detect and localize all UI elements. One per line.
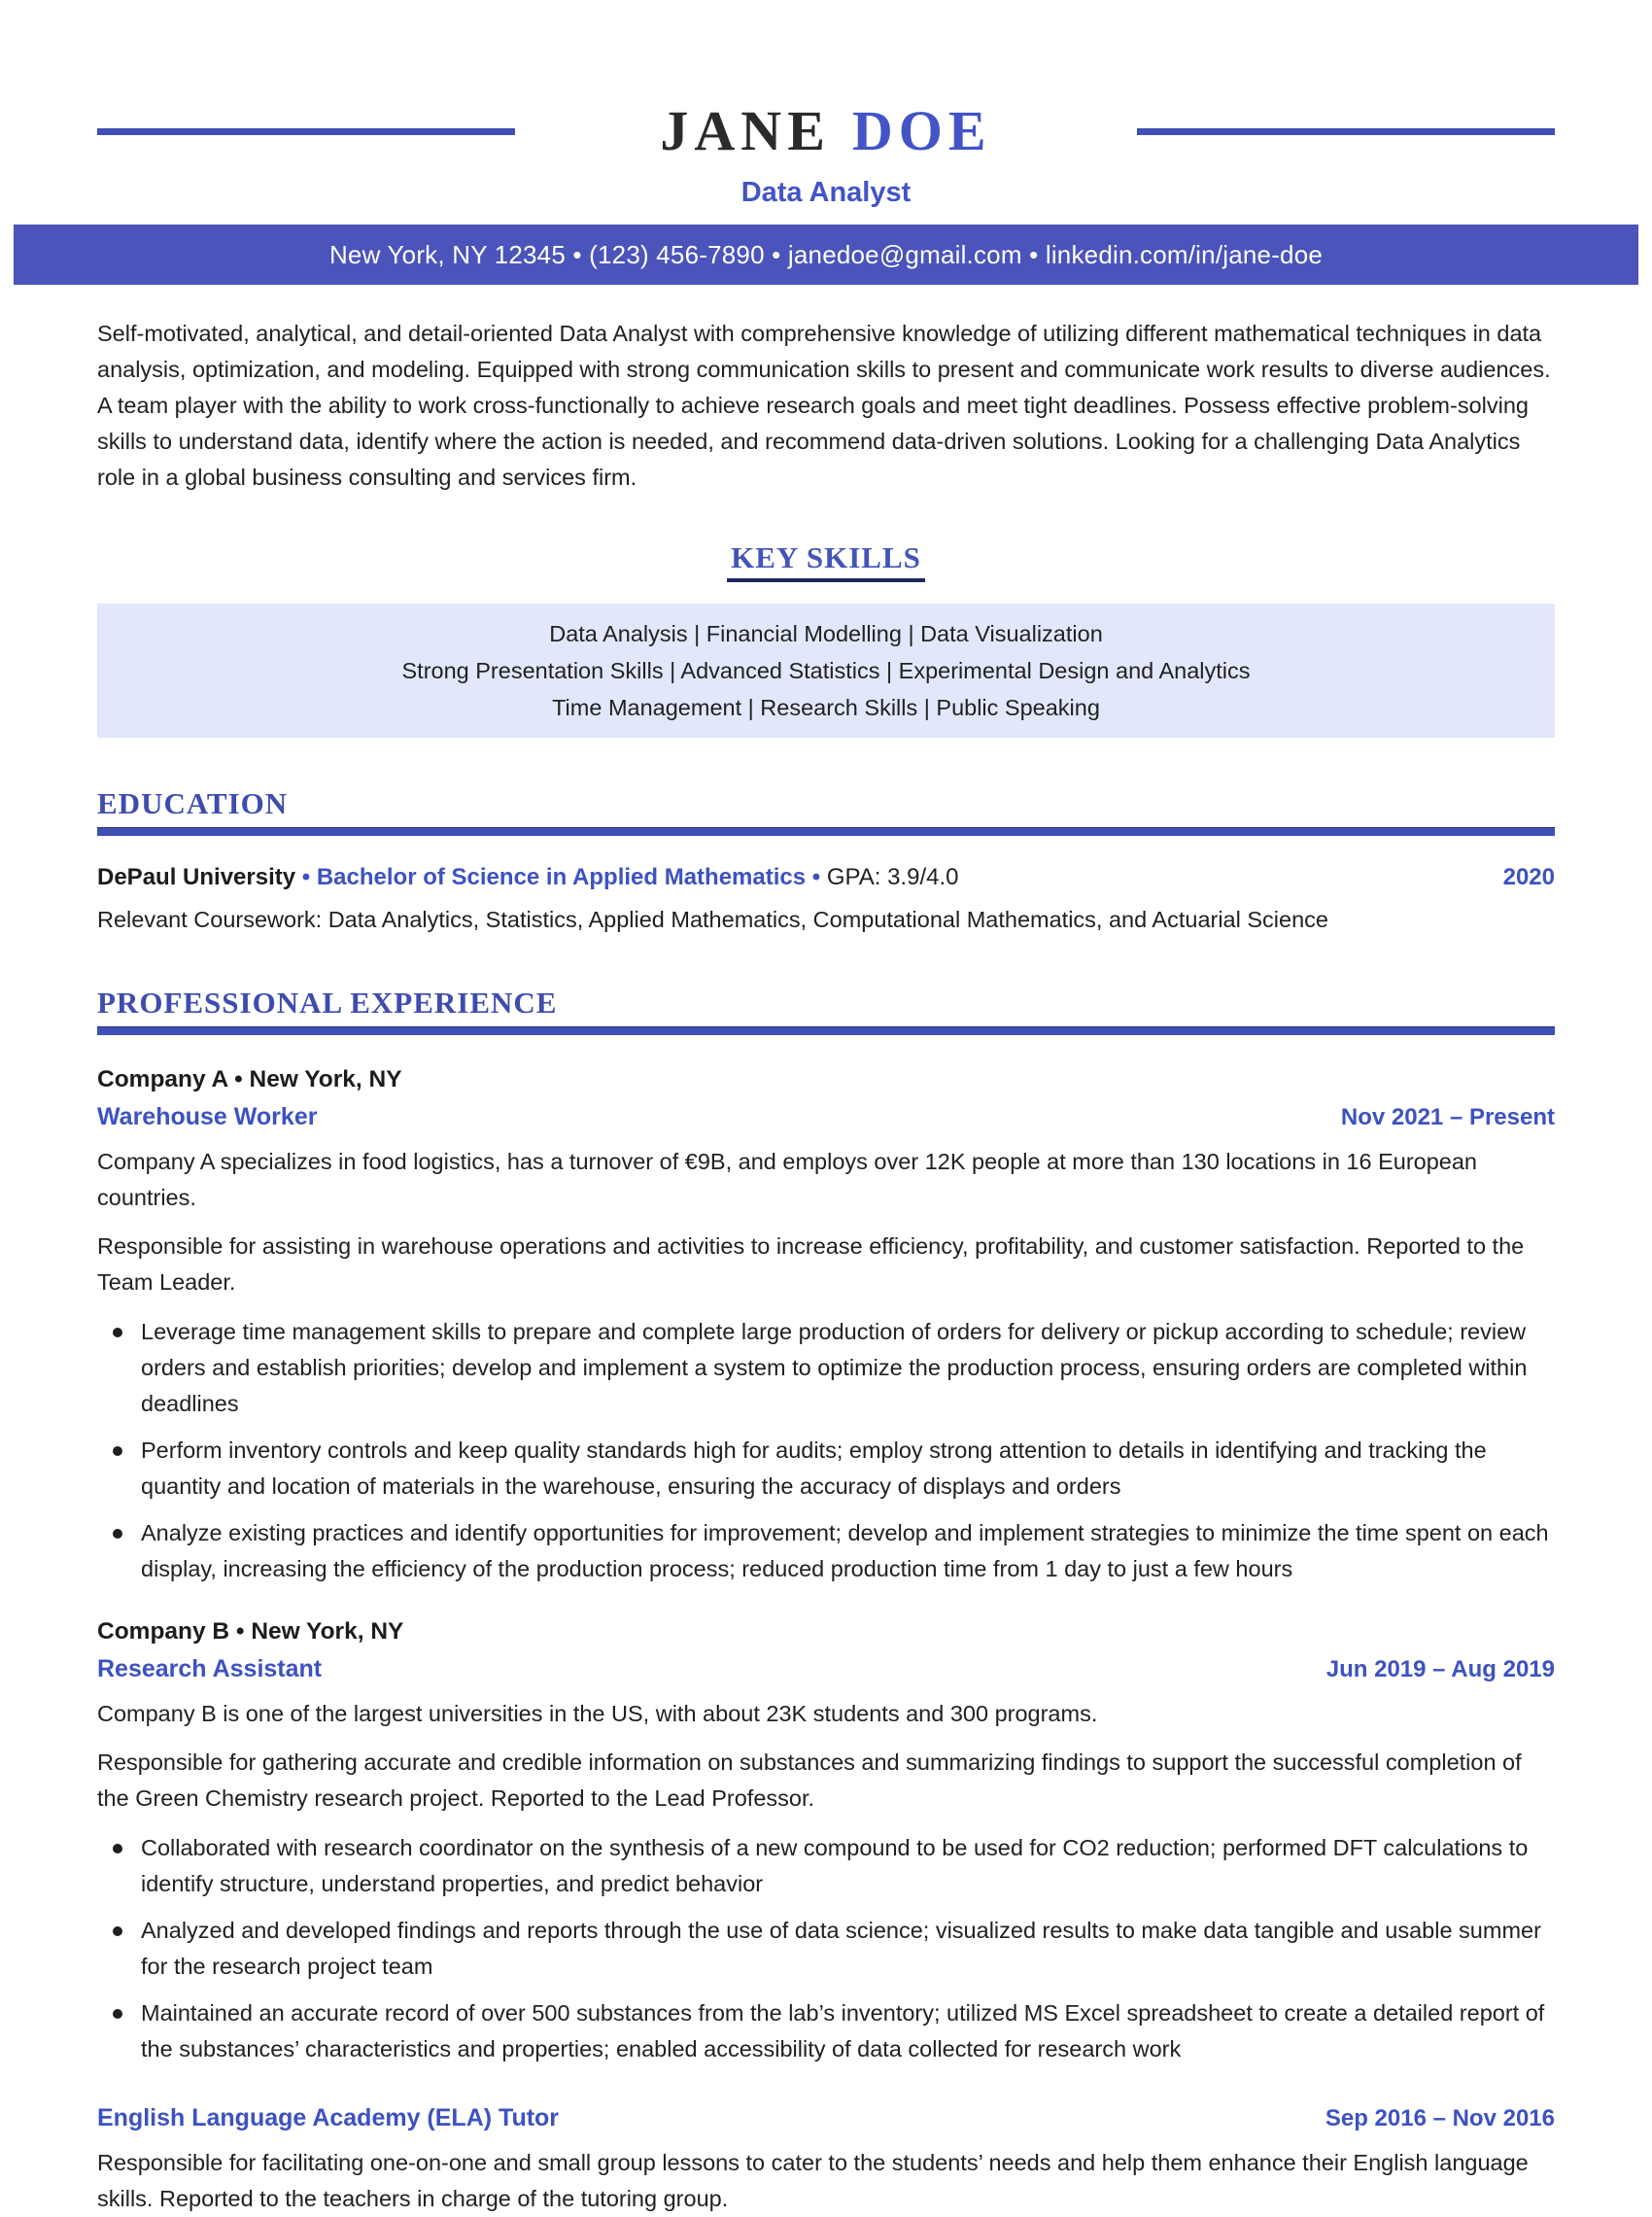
job-bullet: Maintained an accurate record of over 500 substances from the lab’s inventory; utilized MS Excel spreadsheet to create a detailed report of the substances’ characteristics and properties; enabled accessibility of data collected for research work	[109, 1995, 1555, 2067]
candidate-name	[660, 99, 992, 162]
job-entry-ela-tutor	[97, 2104, 1555, 2217]
job-bullet: Analyzed and developed findings and reports through the use of data science; visualized results to make data tangible and usable summer for the research project team	[109, 1913, 1555, 1985]
job-paragraph: Responsible for facilitating one-on-one and small group lessons to cater to the students’ needs and help them enhance their English language skills. Reported to the teachers in charge of the tutoring group.	[97, 2150, 1529, 2211]
job-title: Data Analyst	[740, 177, 912, 208]
key-skills-heading-text: KEY SKILLS	[727, 540, 925, 582]
education-year: 2020	[1502, 864, 1555, 890]
resume-header	[0, 0, 1652, 285]
job-role: Research Assistant	[97, 1655, 323, 1682]
skills-line: Data Analysis | Financial Modelling | Data Visualization	[549, 621, 1103, 646]
job-paragraph: Responsible for gathering accurate and credible information on substances and summarizing findings to support the successful completion of the Green Chemistry research project. Reported to the Lead Professor.	[97, 1749, 1522, 1811]
education-entry-left	[97, 861, 958, 894]
job-bullet: Collaborated with research coordinator on the synthesis of a new compound to be used for CO2 reduction; performed DFT calculations to identify structure, understand properties, and predict behavior	[109, 1830, 1555, 1902]
job-bullet: Perform inventory controls and keep quality standards high for audits; employ strong attention to details in identifying and tracking the quantity and location of materials in the warehouse, ensuring the accuracy of displays and orders	[109, 1433, 1555, 1505]
job-paragraph: Company A specializes in food logistics, has a turnover of €9B, and employs over 12K people at more than 130 locations in 16 European countries.	[97, 1149, 1478, 1210]
education-degree: Bachelor of Science in Applied Mathematics	[316, 864, 807, 890]
section-heading-education: EDUCATION	[97, 786, 289, 820]
job-role: English Language Academy (ELA) Tutor	[97, 2104, 560, 2131]
education-entry	[97, 861, 1555, 894]
education-school: DePaul University	[97, 864, 296, 890]
name-divider-left	[97, 128, 515, 135]
job-bullet-list	[97, 1314, 1555, 1587]
section-rule-education	[97, 827, 1555, 836]
section-heading-key-skills	[97, 540, 1555, 582]
job-dates: Jun 2019 – Aug 2019	[1325, 1656, 1555, 1682]
skills-line: Time Management | Research Skills | Public Speaking	[552, 695, 1100, 720]
job-bullet: Analyze existing practices and identify opportunities for improvement; develop and implement strategies to minimize the time spent on each display, increasing the efficiency of the production process; reduced production time from 1 day to just a few hours	[109, 1515, 1555, 1587]
job-entry-company-b	[97, 1618, 1555, 2067]
resume-content	[97, 316, 1555, 2217]
job-bullet-list	[97, 1830, 1555, 2067]
job-role: Warehouse Worker	[97, 1103, 318, 1130]
first-name: JANE	[660, 99, 831, 162]
name-row	[97, 99, 1555, 162]
job-dates: Nov 2021 – Present	[1340, 1104, 1555, 1130]
education-coursework: Relevant Coursework: Data Analytics, Statistics, Applied Mathematics, Computational Mathematics, and Actuarial Science	[97, 907, 1328, 932]
job-entry-company-a	[97, 1066, 1555, 1587]
contact-info: New York, NY 12345 • (123) 456-7890 • janedoe@gmail.com • linkedin.com/in/jane-doe	[328, 239, 1324, 269]
contact-banner	[14, 225, 1638, 285]
job-role-row	[97, 1655, 1555, 1683]
job-company-line: Company A • New York, NY	[97, 1066, 402, 1092]
section-heading-experience: PROFESSIONAL EXPERIENCE	[97, 986, 558, 1020]
education-gpa: GPA: 3.9/4.0	[826, 864, 959, 890]
key-skills-box	[97, 604, 1555, 738]
separator-dot: •	[811, 864, 821, 890]
job-paragraph: Responsible for assisting in warehouse operations and activities to increase efficiency, profitability, and customer satisfaction. Reported to the Team Leader.	[97, 1233, 1525, 1295]
name-divider-right	[1137, 128, 1555, 135]
last-name: DOE	[851, 99, 992, 162]
section-rule-experience	[97, 1026, 1555, 1035]
job-bullet: Leverage time management skills to prepare and complete large production of orders for delivery or pickup according to schedule; review orders and establish priorities; develop and implement a system to optimize the production process, ensuring orders are completed within deadlines	[109, 1314, 1555, 1422]
job-paragraph: Company B is one of the largest universities in the US, with about 23K students and 300 programs.	[97, 1701, 1098, 1726]
job-role-row	[97, 2104, 1555, 2132]
separator-dot: •	[301, 864, 311, 890]
skills-line: Strong Presentation Skills | Advanced Statistics | Experimental Design and Analytics	[401, 658, 1251, 683]
summary-text: Self-motivated, analytical, and detail-oriented Data Analyst with comprehensive knowledge of utilizing different mathematical techniques in data analysis, optimization, and modeling. Equipped with strong communication skills to present and communicate work results to diverse audiences. A team player with the ability to work cross-functionally to achieve research goals and meet tight deadlines. Possess effective problem-solving skills to understand data, identify where the action is needed, and recommend data-driven solutions. Looking for a challenging Data Analytics role in a global business consulting and services firm.	[97, 321, 1551, 490]
job-company-line: Company B • New York, NY	[97, 1618, 404, 1645]
job-dates: Sep 2016 – Nov 2016	[1325, 2105, 1555, 2131]
job-role-row	[97, 1103, 1555, 1131]
